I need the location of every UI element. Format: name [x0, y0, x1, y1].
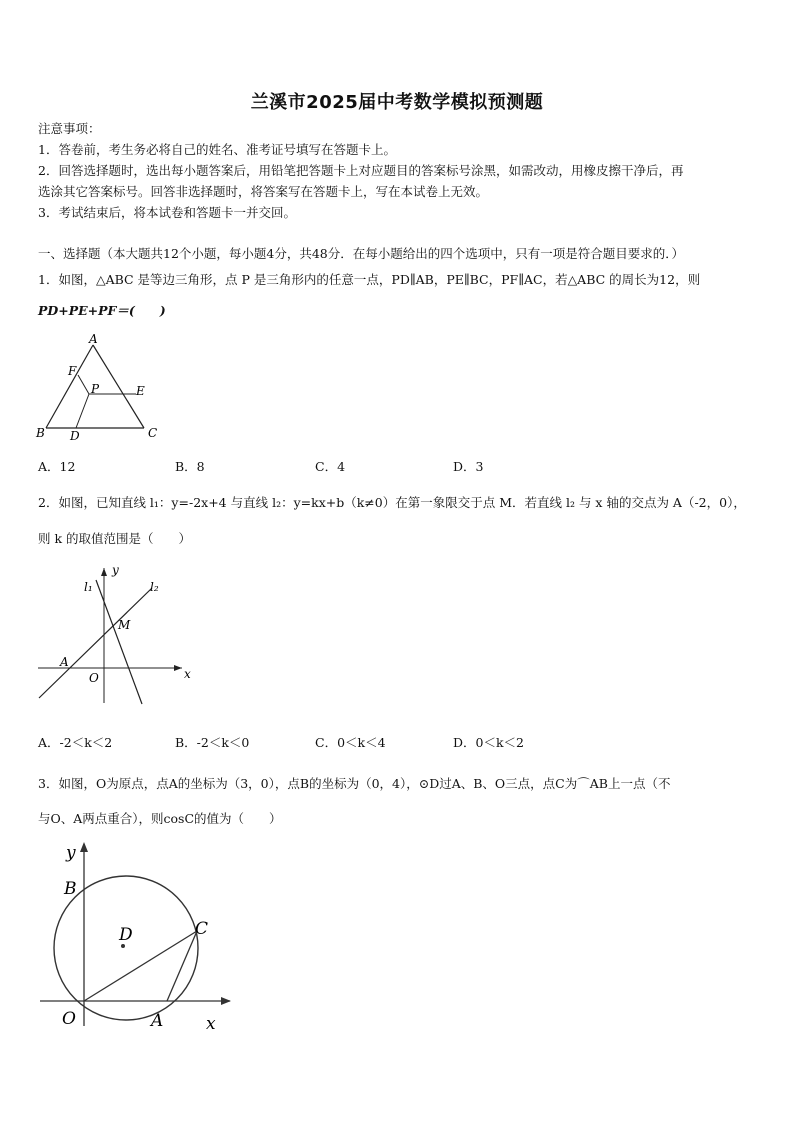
segment-PF [78, 375, 89, 394]
y-axis-arrow [101, 568, 107, 576]
side-AB [46, 345, 93, 428]
label-x: x [184, 667, 191, 681]
label-P: P [91, 382, 100, 396]
y-axis-arrow [80, 842, 88, 852]
label-y: y [112, 563, 119, 577]
label-l1: l₁ [84, 580, 93, 594]
question-2-options [38, 733, 758, 751]
label-C: C [148, 426, 158, 440]
option-b: B．-2＜k＜0 [175, 735, 250, 750]
notice-item: 选涂其它答案标号。回答非选择题时，将答案写在答题卡上，写在本试卷上无效。 [38, 184, 489, 199]
option-a: A．-2＜k＜2 [38, 735, 113, 750]
label-F: F [68, 364, 77, 378]
segment-OC [84, 931, 197, 1001]
label-l2: l₂ [150, 580, 159, 594]
label-D: D [70, 429, 80, 443]
label-O: O [62, 1009, 76, 1029]
label-B: B [36, 426, 45, 440]
label-D: D [119, 925, 133, 945]
label-E: E [136, 384, 145, 398]
x-axis-arrow [174, 665, 182, 671]
label-A: A [60, 655, 69, 669]
label-M: M [118, 618, 131, 632]
option-b: B．8 [175, 459, 205, 474]
question-1-figure [34, 330, 164, 445]
label-x: x [206, 1014, 216, 1034]
notice-item: 1．答卷前，考生务必将自己的姓名、准考证号填写在答题卡上。 [38, 142, 396, 157]
label-y: y [66, 843, 76, 863]
line-l1 [96, 580, 142, 704]
label-O: O [89, 671, 99, 685]
question-1-text: 1．如图，△ABC 是等边三角形，点 P 是三角形内的任意一点，PD∥AB，PE∥BC，PF∥AC，若△ABC 的周长为12，则 [38, 272, 701, 287]
question-3-text-cont: 与O、A两点重合），则cosC的值为（ ） [38, 811, 282, 826]
label-A: A [151, 1011, 164, 1031]
question-1-options [38, 457, 758, 475]
question-2-text: 2．如图，已知直线 l₁：y=-2x+4 与直线 l₂：y=kx+b（k≠0）在第一象限交于点 M．若直线 l₂ 与 x 轴的交点为 A（-2，0）， [38, 495, 746, 510]
page-title: 兰溪市2025届中考数学模拟预测题 [250, 92, 544, 113]
option-d: D．0＜k＜2 [453, 735, 525, 750]
notice-heading: 注意事项： [38, 121, 101, 136]
segment-PD [76, 394, 89, 428]
label-C: C [195, 919, 209, 939]
segment-CA [167, 931, 197, 1001]
question-1-text-cont: PD+PE+PF＝( ) [38, 303, 166, 318]
notice-item: 3．考试结束后，将本试卷和答题卡一并交回。 [38, 205, 296, 220]
label-B: B [64, 879, 77, 899]
question-2-text-cont: 则 k 的取值范围是（ ） [38, 531, 192, 546]
option-a: A．12 [38, 459, 76, 474]
option-c: C．4 [315, 459, 346, 474]
x-axis-arrow [221, 997, 231, 1005]
option-c: C．0＜k＜4 [315, 735, 386, 750]
option-d: D．3 [453, 459, 484, 474]
label-A: A [89, 332, 98, 346]
section-heading: 一、选择题（本大题共12个小题，每小题4分，共48分．在每小题给出的四个选项中，只有一项是符合题目要求的．） [38, 246, 685, 261]
question-3-figure [34, 836, 244, 1036]
question-3-text: 3．如图，O为原点，点A的坐标为（3，0），点B的坐标为（0，4），⊙D过A、B、O三点，点C为⌒AB上一点（不 [38, 776, 671, 791]
question-2-figure [34, 558, 194, 708]
notice-item: 2．回答选择题时，选出每小题答案后，用铅笔把答题卡上对应题目的答案标号涂黑，如需改动，用橡皮擦干净后，再 [38, 163, 684, 178]
